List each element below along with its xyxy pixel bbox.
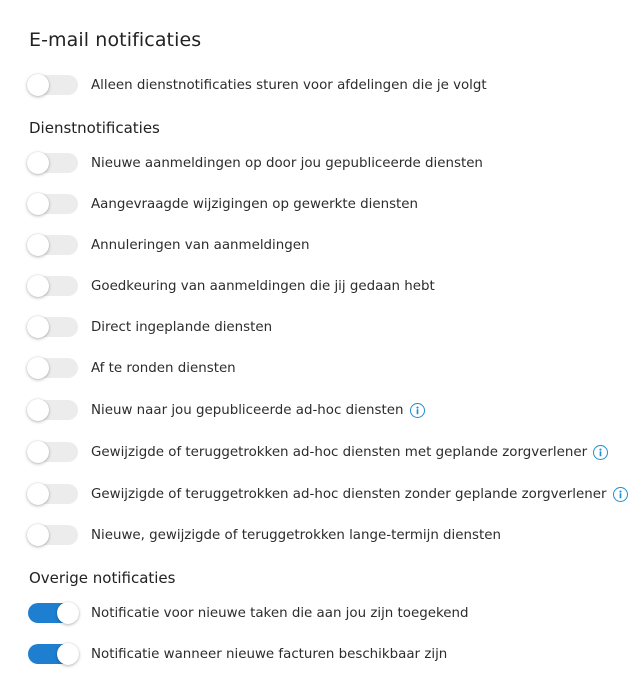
toggle-knob <box>27 441 49 463</box>
page-title: E-mail notificaties <box>29 29 202 51</box>
toggle-knob <box>27 357 49 379</box>
setting-row-dienst-8 <box>28 482 628 506</box>
setting-label: Aangevraagde wijzigingen op gewerkte diensten <box>91 196 419 212</box>
setting-row-dienst-0 <box>28 151 483 175</box>
toggle-follow-only[interactable] <box>28 75 78 95</box>
toggle-knob <box>57 643 79 665</box>
toggle-knob <box>27 193 49 215</box>
setting-label: Gewijzigde of teruggetrokken ad-hoc diensten zonder geplande zorgverlener <box>91 486 607 502</box>
setting-label: Alleen dienstnotificaties sturen voor afdelingen die je volgt <box>91 77 487 93</box>
setting-row-dienst-4 <box>28 315 272 339</box>
setting-row-dienst-5 <box>28 356 236 380</box>
toggle-goedkeuring[interactable] <box>28 276 78 296</box>
setting-row-dienst-3 <box>28 274 435 298</box>
section-title-overige-notificaties: Overige notificaties <box>29 569 176 587</box>
setting-label: Nieuwe aanmeldingen op door jou gepubliceerde diensten <box>91 155 483 171</box>
setting-row-dienst-2 <box>28 233 309 257</box>
toggle-knob <box>27 74 49 96</box>
setting-row-dienst-1 <box>28 192 418 216</box>
toggle-aangevraagde-wijzigingen[interactable] <box>28 194 78 214</box>
setting-row-overige-1 <box>28 642 447 666</box>
toggle-direct-ingeplande[interactable] <box>28 317 78 337</box>
toggle-knob <box>27 152 49 174</box>
toggle-nieuw-adhoc[interactable] <box>28 400 78 420</box>
setting-label: Nieuwe, gewijzigde of teruggetrokken lange-termijn diensten <box>91 527 501 543</box>
toggle-nieuwe-aanmeldingen[interactable] <box>28 153 78 173</box>
setting-label: Goedkeuring van aanmeldingen die jij gedaan hebt <box>91 278 435 294</box>
setting-row-dienst-9 <box>28 523 501 547</box>
toggle-gewijzigd-zonder-zorgverlener[interactable] <box>28 484 78 504</box>
info-icon[interactable] <box>410 403 425 418</box>
toggle-knob <box>27 483 49 505</box>
toggle-af-te-ronden[interactable] <box>28 358 78 378</box>
setting-row-follow-only <box>28 73 487 97</box>
toggle-knob <box>27 234 49 256</box>
toggle-knob <box>57 602 79 624</box>
toggle-knob <box>27 316 49 338</box>
toggle-gewijzigd-met-zorgverlener[interactable] <box>28 442 78 462</box>
setting-row-overige-0 <box>28 601 468 625</box>
toggle-nieuwe-taken[interactable] <box>28 603 78 623</box>
setting-label: Gewijzigde of teruggetrokken ad-hoc diensten met geplande zorgverlener <box>91 444 588 460</box>
setting-label: Notificatie wanneer nieuwe facturen beschikbaar zijn <box>91 646 448 662</box>
info-icon[interactable] <box>593 445 608 460</box>
setting-label: Annuleringen van aanmeldingen <box>91 237 310 253</box>
section-title-dienstnotificaties: Dienstnotificaties <box>29 119 160 137</box>
setting-label: Direct ingeplande diensten <box>91 319 273 335</box>
toggle-lange-termijn[interactable] <box>28 525 78 545</box>
setting-row-dienst-7 <box>28 440 608 464</box>
toggle-nieuwe-facturen[interactable] <box>28 644 78 664</box>
toggle-knob <box>27 399 49 421</box>
setting-row-dienst-6 <box>28 398 425 422</box>
toggle-knob <box>27 524 49 546</box>
info-icon[interactable] <box>613 487 628 502</box>
setting-label: Nieuw naar jou gepubliceerde ad-hoc diensten <box>91 402 404 418</box>
setting-label: Notificatie voor nieuwe taken die aan jou zijn toegekend <box>91 605 469 621</box>
setting-label: Af te ronden diensten <box>91 360 236 376</box>
toggle-knob <box>27 275 49 297</box>
toggle-annuleringen[interactable] <box>28 235 78 255</box>
